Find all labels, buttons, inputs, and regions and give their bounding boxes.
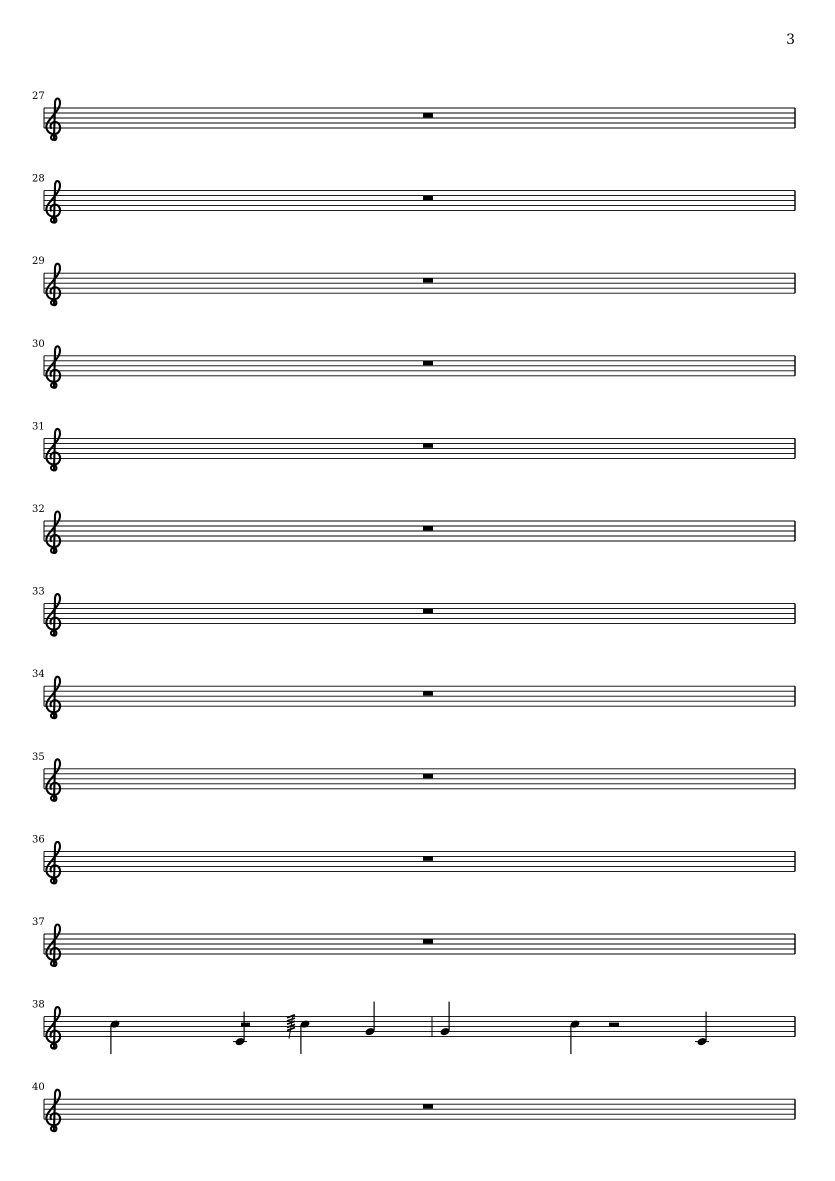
measure-number: 36: [32, 834, 45, 846]
whole-rest-icon: [423, 196, 433, 200]
treble-clef-icon: [46, 429, 60, 471]
staff-35: [32, 752, 795, 801]
whole-rest-icon: [423, 857, 433, 861]
staff-31: [32, 421, 795, 470]
measure-number: 38: [32, 999, 45, 1011]
treble-clef-icon: [46, 759, 60, 801]
treble-clef-icon: [46, 594, 60, 636]
treble-clef-icon: [46, 842, 60, 884]
measure-number: 31: [32, 421, 45, 433]
staff-38: [32, 1000, 795, 1055]
half-rest-icon: [609, 1023, 619, 1027]
measure-number: 40: [32, 1082, 45, 1094]
measure-number: 30: [32, 338, 45, 350]
staff-27: [32, 91, 795, 140]
measure-number: 28: [32, 173, 45, 185]
page-number: 3: [786, 32, 795, 48]
measure-number: 33: [32, 586, 45, 598]
half-rest-icon: [241, 1023, 250, 1027]
whole-rest-icon: [423, 609, 433, 613]
staff-33: [32, 587, 795, 636]
treble-clef-icon: [46, 677, 60, 719]
treble-clef-icon: [46, 346, 60, 388]
treble-clef-icon: [46, 925, 60, 967]
treble-clef-icon: [46, 1007, 60, 1049]
treble-clef-icon: [46, 264, 60, 306]
measure-number: 37: [32, 917, 45, 928]
staff-32: [32, 504, 795, 553]
treble-clef-icon: [46, 181, 60, 223]
staff-40: [32, 1082, 795, 1131]
staff-36: [32, 834, 795, 883]
whole-rest-icon: [423, 774, 433, 778]
staff-37: [32, 917, 795, 966]
staff-30: [32, 339, 795, 388]
treble-clef-icon: [46, 1090, 60, 1132]
staff-34: [32, 669, 795, 718]
treble-clef-icon: [46, 512, 60, 554]
measure-number: 29: [32, 256, 45, 268]
whole-rest-icon: [423, 278, 433, 282]
measure-number: 35: [32, 751, 45, 763]
whole-rest-icon: [423, 691, 433, 695]
staff-29: [32, 256, 795, 305]
staff-28: [32, 174, 795, 223]
measure-number: 34: [32, 669, 45, 681]
whole-rest-icon: [423, 361, 433, 365]
measure-number: 27: [32, 91, 45, 102]
whole-rest-icon: [423, 939, 433, 943]
whole-rest-icon: [423, 526, 433, 530]
treble-clef-icon: [46, 99, 60, 141]
whole-rest-icon: [423, 1104, 433, 1108]
measure-number: 32: [32, 504, 45, 515]
whole-rest-icon: [423, 113, 433, 117]
tremolo-stroke: [287, 1018, 295, 1021]
whole-rest-icon: [423, 444, 433, 448]
